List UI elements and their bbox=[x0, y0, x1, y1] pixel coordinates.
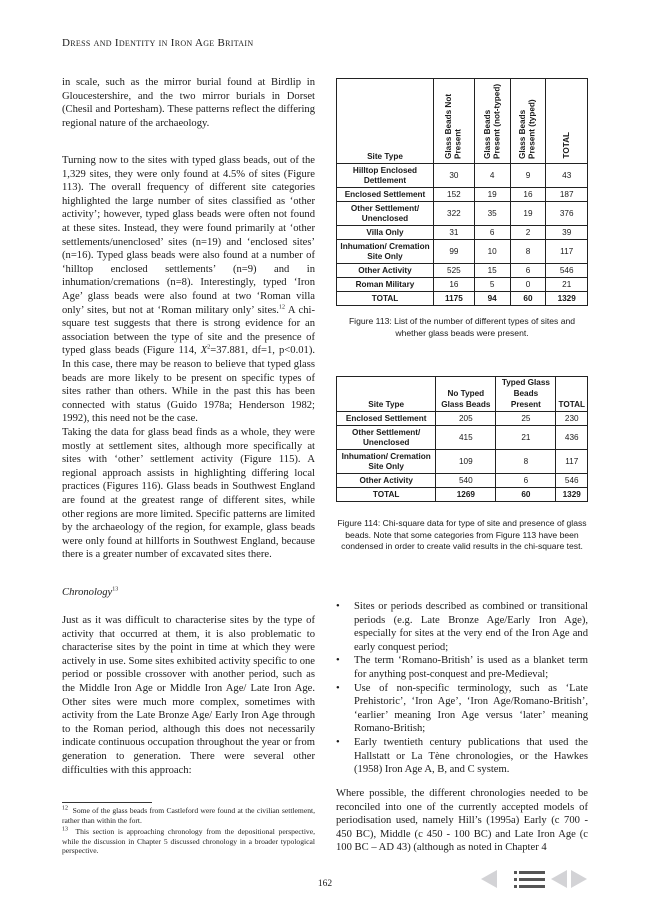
table-cell: 35 bbox=[474, 202, 510, 226]
chi-symbol: X bbox=[200, 345, 208, 357]
footnote-text: This section is approaching chronology from the depositional perspective, while the discussion in Chapter 5 discussed chronology in a broader typological perspective. bbox=[62, 827, 316, 856]
next-page-icon[interactable] bbox=[571, 870, 587, 888]
table-cell: 376 bbox=[546, 202, 588, 226]
list-item bbox=[336, 654, 588, 681]
table-cell: 117 bbox=[546, 240, 588, 264]
table-cell: 15 bbox=[474, 264, 510, 278]
table-cell: 230 bbox=[556, 412, 588, 426]
table-cell: 21 bbox=[496, 426, 556, 450]
table-cell: 1175 bbox=[434, 292, 475, 306]
table-cell: 43 bbox=[546, 164, 588, 188]
row-label-cell: TOTAL bbox=[337, 488, 436, 502]
row-label-cell: Other Settlement/ Unenclosed bbox=[337, 426, 436, 450]
list-item-text: The term ‘Romano-British’ is used as a blanket term for anything post-conquest and pre-Medieval; bbox=[354, 655, 588, 680]
row-label-cell: Other Settlement/ Unenclosed bbox=[337, 202, 434, 226]
bullet-icon: • bbox=[336, 736, 340, 748]
back-icon[interactable] bbox=[551, 870, 567, 888]
column-header-text: Glass Beads Present (typed) bbox=[518, 99, 537, 159]
page-number: 162 bbox=[317, 879, 333, 889]
paragraph-2-text-c: =37.881, df=1, p<0.01). In this case, there may be reason to believe that typed glass beads are more likely to be present on specific types of sites rather than others. While in the past this has been connected with status (Guido 1978a; Henderson 1982; 1992), this need not be the case. bbox=[62, 345, 315, 425]
column-header-total bbox=[546, 79, 588, 164]
table-total-row bbox=[337, 292, 588, 306]
list-item-text: Sites or periods described as combined or transitional periods (e.g. Late Bronze Age/Early Iron Age), especially for sites at the very end of the Iron Age and early conquest period; bbox=[354, 601, 588, 653]
row-label-cell: Roman Military bbox=[337, 278, 434, 292]
table-cell: 8 bbox=[510, 240, 546, 264]
footnote-ref-12[interactable]: 12 bbox=[278, 304, 285, 310]
list-item bbox=[336, 682, 588, 736]
table-cell: 6 bbox=[496, 474, 556, 488]
row-label-cell: Enclosed Settlement bbox=[337, 412, 436, 426]
table-cell: 6 bbox=[474, 226, 510, 240]
list-menu-icon[interactable] bbox=[519, 871, 545, 889]
row-label-cell: Enclosed Settlement bbox=[337, 188, 434, 202]
footnote-ref-13[interactable]: 13 bbox=[112, 586, 119, 593]
table-row bbox=[337, 474, 588, 488]
chronology-heading-text: Chronology bbox=[62, 587, 113, 598]
table-cell: 10 bbox=[474, 240, 510, 264]
column-header-not-present bbox=[434, 79, 475, 164]
column-header-total: TOTAL bbox=[556, 377, 588, 412]
table-cell: 540 bbox=[436, 474, 496, 488]
table-header-row bbox=[337, 377, 588, 412]
figure-113-caption: Figure 113: List of the number of different types of sites and whether glass beads were present. bbox=[348, 316, 576, 338]
list-item-text: Use of non-specific terminology, such as ‘Late Prehistoric’, ‘Iron Age’, ‘Iron Age/Romano-British’, ‘earlier’ meaning Iron Age versus ‘later’ meaning Romano-British; bbox=[354, 682, 588, 735]
section-heading-chronology bbox=[62, 587, 315, 598]
table-cell: 60 bbox=[510, 292, 546, 306]
row-label-cell: Inhumation/ Cremation Site Only bbox=[337, 240, 434, 264]
body-paragraph-4: Just as it was difficult to characterise sites by the type of activity that occurred at them, it is also problematic to characterise sites by the point in time at which they were actively in use. Some sites exhibited activity specific to one period or possible crossover with another period, such as the Middle Iron Age or Middle Iron Age/ Late Iron Age. Other sites were much more complex, sometimes with activity from the Late Bronze Age/ Early Iron Age through to the Roman period, although this does not necessarily indicate continuous occupation throughout the year or from generation to generation. There were several other difficulties with this approach: bbox=[62, 615, 316, 776]
bullet-icon: • bbox=[336, 601, 340, 612]
page-navigation bbox=[481, 870, 591, 890]
table-cell: 2 bbox=[510, 226, 546, 240]
list-item-text: Early twentieth century publications that used the Hallstatt or La Tène chronologies, or the Hawkes (1958) Iron Age A, B, and C system. bbox=[354, 736, 588, 776]
menu-bar bbox=[519, 878, 545, 881]
column-header-no-typed: No Typed Glass Beads bbox=[436, 377, 496, 412]
column-header-present-typed bbox=[510, 79, 546, 164]
paragraph-2-text-b: A chi-square test suggests that there is strong evidence for an association between the type of site and the presence of typed glass beads (Figure 114, bbox=[62, 304, 315, 357]
row-label-cell: Inhumation/ Cremation Site Only bbox=[337, 450, 436, 474]
table-row bbox=[337, 264, 588, 278]
table-cell: 109 bbox=[436, 450, 496, 474]
table-cell: 415 bbox=[436, 426, 496, 450]
table-cell: 30 bbox=[434, 164, 475, 188]
table-cell: 94 bbox=[474, 292, 510, 306]
footnotes bbox=[62, 806, 315, 858]
menu-bar bbox=[519, 871, 545, 874]
row-label-cell: Other Activity bbox=[337, 474, 436, 488]
bullet-icon: • bbox=[336, 682, 340, 694]
figure-114-table bbox=[336, 376, 588, 502]
row-label-cell: Hilltop Enclosed Dettlement bbox=[337, 164, 434, 188]
table-cell: 1329 bbox=[546, 292, 588, 306]
column-header-text: Glass Beads Present (not-typed) bbox=[482, 83, 502, 159]
table-cell: 187 bbox=[546, 188, 588, 202]
table-cell: 546 bbox=[556, 474, 588, 488]
table-row bbox=[337, 240, 588, 264]
table-cell: 152 bbox=[434, 188, 475, 202]
table-cell: 21 bbox=[546, 278, 588, 292]
table-cell: 117 bbox=[556, 450, 588, 474]
difficulties-list bbox=[336, 600, 588, 777]
footnote-text: Some of the glass beads from Castleford were found at the civilian settlement, rather than within the fort. bbox=[62, 806, 315, 825]
table-cell: 0 bbox=[510, 278, 546, 292]
table-cell: 6 bbox=[510, 264, 546, 278]
table-cell: 205 bbox=[436, 412, 496, 426]
body-paragraph-3: Taking the data for glass bead finds as a whole, they were mostly at settlement sites, although more specifically at sites with ‘other’ settlement activity (Figure 115). A regional approach assists in highlighting differing local practices (Figures 116). Glass beads in Southwest England are found at the greatest range of different sites, while other regions are more limited. Specific patterns are limited by the archaeology of the region, for example, glass beads were only found at hillforts in Southwest England, because there is a greater number of excavated sites there. bbox=[62, 427, 315, 561]
table-cell: 8 bbox=[496, 450, 556, 474]
table-cell: 19 bbox=[510, 202, 546, 226]
previous-page-icon[interactable] bbox=[481, 870, 497, 888]
table-row bbox=[337, 188, 588, 202]
table-cell: 436 bbox=[556, 426, 588, 450]
body-paragraph-1: in scale, such as the mirror burial found at Birdlip in Gloucestershire, and the two mirror burials in Dorset (Chesil and Portesham). These patterns reflect the differing regional nature of the archaeology. bbox=[62, 77, 315, 129]
table-cell: 5 bbox=[474, 278, 510, 292]
footnote-12 bbox=[62, 806, 315, 825]
column-header-typed-present: Typed Glass Beads Present bbox=[496, 377, 556, 412]
list-item bbox=[336, 600, 588, 654]
table-row bbox=[337, 412, 588, 426]
paragraph-2-text-a: Turning now to the sites with typed glass beads, out of the 1,329 sites, they were only found at 4.5% of sites (Figure 113). The overall frequency of different site categories highlighted the large number of sites classified as ‘other activity’; however, typed glass beads were often not found at these sites. Instead, they were found primarily at ‘other settlements/unenclosed’ sites (n=19) and ‘enclosed sites’ (n=16). Typed glass beads were also found at a number of ‘hilltop enclosed settlements’ (n=9) and in inhumation/cremations (n=8). Interestingly, typed ‘Iron Age’ glass beads were also found at two ‘Roman villa only’ sites, but not at ‘Roman military only’ sites. bbox=[62, 155, 315, 316]
column-header-site-type: Site Type bbox=[337, 377, 436, 412]
table-cell: 16 bbox=[510, 188, 546, 202]
bullet-icon: • bbox=[336, 655, 340, 667]
table-row bbox=[337, 226, 588, 240]
table-cell: 9 bbox=[510, 164, 546, 188]
table-cell: 546 bbox=[546, 264, 588, 278]
column-header-text: Glass Beads Not Present bbox=[444, 93, 463, 159]
table-cell: 525 bbox=[434, 264, 475, 278]
column-header-present-not-typed bbox=[474, 79, 510, 164]
table-row bbox=[337, 278, 588, 292]
chi-superscript: 2 bbox=[207, 344, 211, 351]
footnote-number: 12 bbox=[62, 805, 68, 812]
table-cell: 4 bbox=[474, 164, 510, 188]
table-cell: 16 bbox=[434, 278, 475, 292]
row-label-cell: TOTAL bbox=[337, 292, 434, 306]
menu-dot bbox=[514, 871, 517, 874]
menu-dot bbox=[514, 885, 517, 888]
footnote-13 bbox=[62, 827, 315, 856]
row-label-cell: Other Activity bbox=[337, 264, 434, 278]
list-item bbox=[336, 736, 588, 777]
table-cell: 39 bbox=[546, 226, 588, 240]
menu-dot bbox=[514, 878, 517, 881]
body-paragraph-2 bbox=[62, 154, 315, 426]
running-head-text: Dress and Identity in Iron Age Britain bbox=[62, 37, 254, 49]
table-row bbox=[337, 450, 588, 474]
figure-114-caption: Figure 114: Chi-square data for type of site and presence of glass beads. Note that some categories from Figure 113 have been condensed in order to create valid results in the chi-square test. bbox=[337, 518, 587, 551]
table-total-row bbox=[337, 488, 588, 502]
table-cell: 60 bbox=[496, 488, 556, 502]
menu-bar bbox=[519, 885, 545, 888]
column-header-text: TOTAL bbox=[561, 132, 571, 159]
running-head bbox=[62, 37, 253, 49]
row-label-cell: Villa Only bbox=[337, 226, 434, 240]
table-cell: 322 bbox=[434, 202, 475, 226]
body-paragraph-5: Where possible, the different chronologies needed to be reconciled into one of the currently accepted models of periodisation used, namely Hill’s (1995a) Early (c 700 - 450 BC), Middle (c 450 - 100 BC) and Late Iron Age (c 100 BC – AD 43) (although as noted in Chapter 4 bbox=[336, 788, 588, 854]
table-cell: 1329 bbox=[556, 488, 588, 502]
footnote-number: 13 bbox=[62, 826, 68, 833]
footnote-divider bbox=[62, 802, 152, 803]
figure-113-table bbox=[336, 78, 588, 306]
table-row bbox=[337, 202, 588, 226]
table-cell: 1269 bbox=[436, 488, 496, 502]
table-cell: 25 bbox=[496, 412, 556, 426]
table-cell: 99 bbox=[434, 240, 475, 264]
table-header-row bbox=[337, 79, 588, 164]
table-row bbox=[337, 164, 588, 188]
table-cell: 19 bbox=[474, 188, 510, 202]
table-cell: 31 bbox=[434, 226, 475, 240]
table-row bbox=[337, 426, 588, 450]
column-header-site-type: Site Type bbox=[337, 79, 434, 164]
